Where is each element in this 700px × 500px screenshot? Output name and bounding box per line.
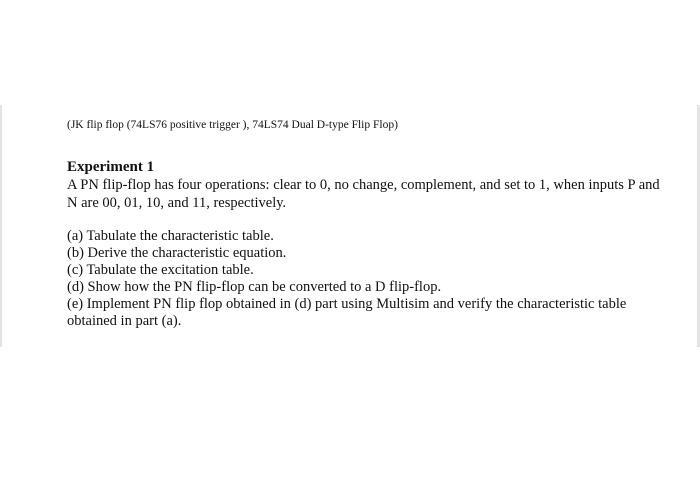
task-item-c: (c) Tabulate the excitation table. (67, 262, 254, 278)
task-item-e: (e) Implement PN flip flop obtained in (d) part using Multisim and verify the characteristic table obtained in part (a). (67, 296, 627, 329)
document-content (67, 118, 667, 330)
components-header: (JK flip flop (74LS76 positive trigger ), 74LS74 Dual D-type Flip Flop) (67, 119, 398, 131)
problem-statement: A PN flip-flop has four operations: clear to 0, no change, complement, and set to 1, when inputs P and N are 00, 01, 10, and 11, respectively. (67, 177, 660, 211)
task-item-a: (a) Tabulate the characteristic table. (67, 228, 274, 244)
task-list (67, 228, 667, 330)
task-item-d: (d) Show how the PN flip-flop can be converted to a D flip-flop. (67, 279, 442, 295)
experiment-title: Experiment 1 (67, 159, 155, 175)
page-edge-left (0, 105, 2, 347)
task-item-b: (b) Derive the characteristic equation. (67, 245, 287, 261)
